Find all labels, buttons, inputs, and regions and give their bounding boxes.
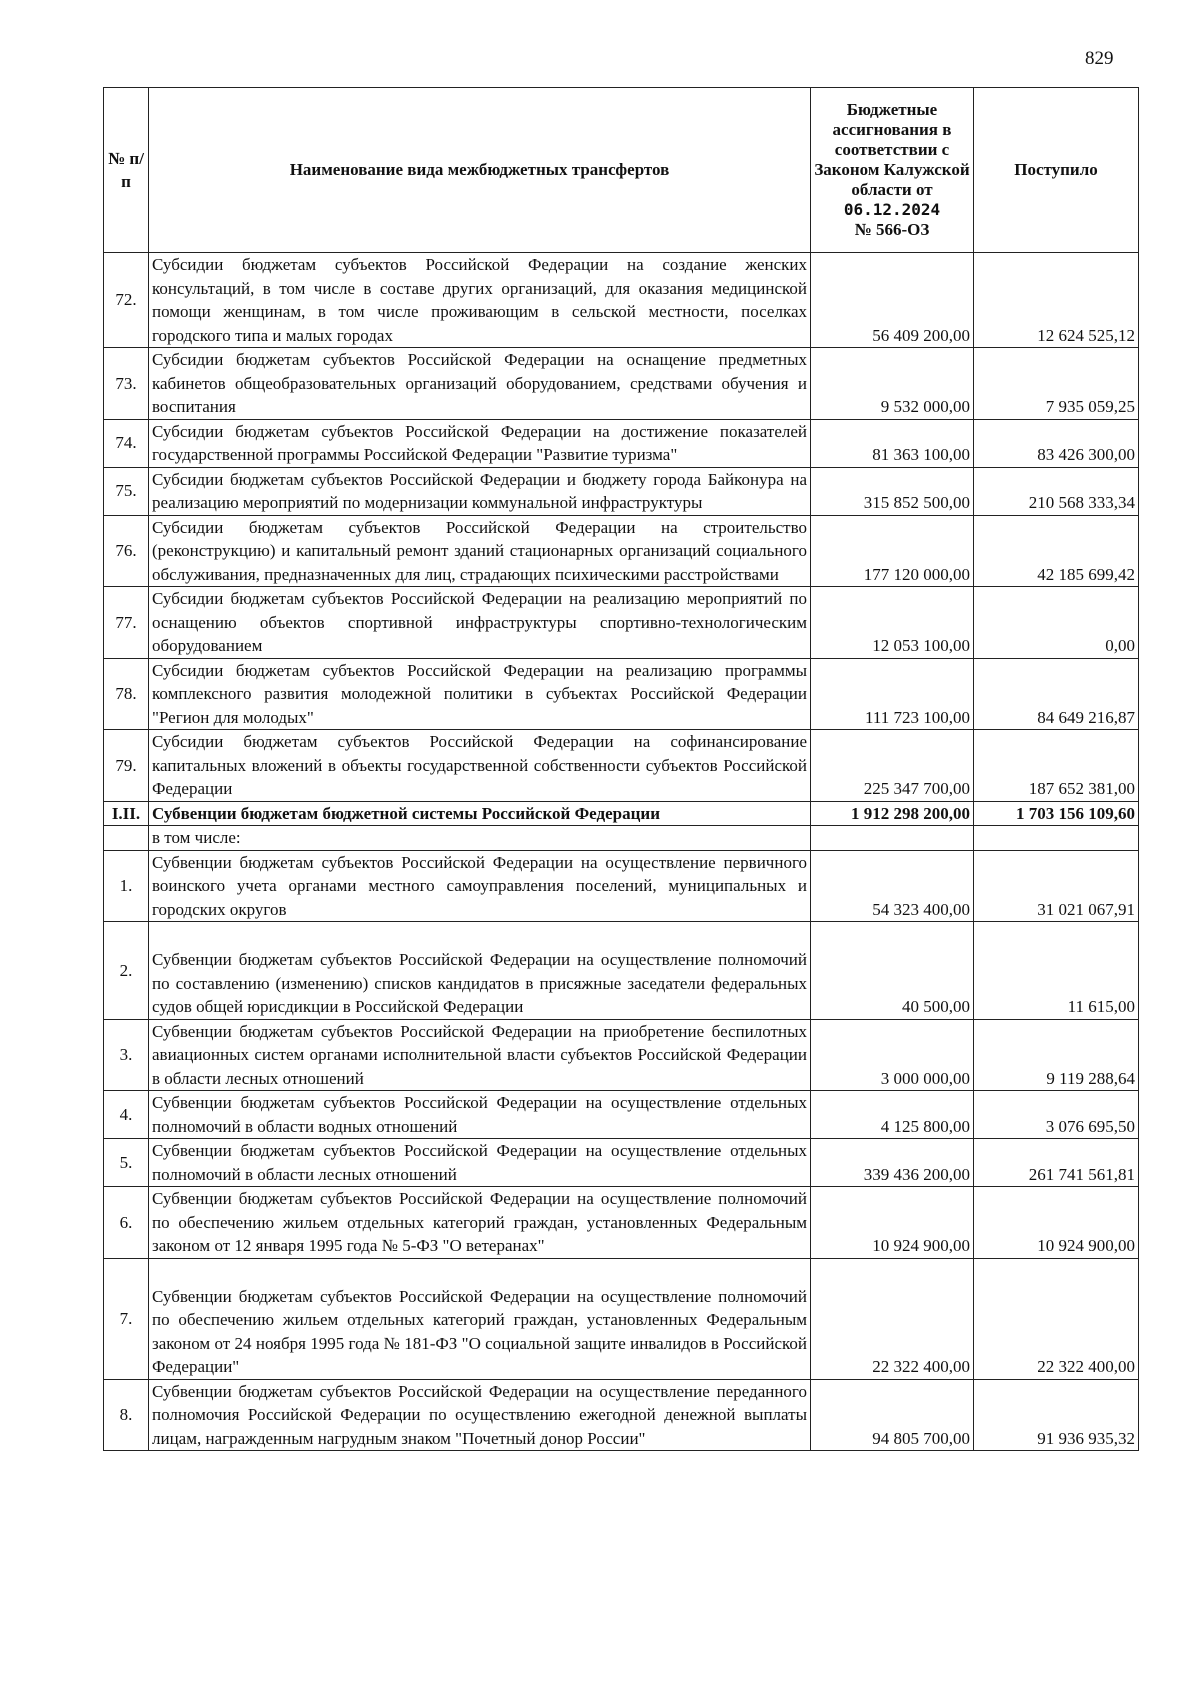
transfers-table: [103, 87, 1139, 1451]
row-assigned: 54 323 400,00: [811, 850, 974, 922]
table-row: [104, 658, 1139, 730]
row-number: 2.: [104, 922, 149, 1020]
row-name: Субсидии бюджетам субъектов Российской Федерации на софинансирование капитальных вложений в объекты государственной собственности субъектов Российской Федерации: [149, 730, 811, 802]
table-row: [104, 419, 1139, 467]
row-number: 73.: [104, 348, 149, 420]
row-number: 8.: [104, 1379, 149, 1451]
header-assigned: [811, 88, 974, 253]
row-assigned: 40 500,00: [811, 922, 974, 1020]
row-number: 72.: [104, 253, 149, 348]
row-number: 75.: [104, 467, 149, 515]
table-row: [104, 850, 1139, 922]
row-name: Субсидии бюджетам субъектов Российской Федерации на строительство (реконструкцию) и капитальный ремонт зданий стационарных организаций социального обслуживания, предназначенных для лиц, страдающих психическими расстройствами: [149, 515, 811, 587]
table-row: [104, 515, 1139, 587]
row-received: 91 936 935,32: [974, 1379, 1139, 1451]
table-row: [104, 1187, 1139, 1259]
page-number: 829: [1085, 48, 1114, 69]
table-row: [104, 467, 1139, 515]
row-received: 3 076 695,50: [974, 1091, 1139, 1139]
row-name: Субсидии бюджетам субъектов Российской Федерации на реализацию мероприятий по оснащению объектов спортивной инфраструктуры спортивно-технологическим оборудованием: [149, 587, 811, 659]
row-received: 7 935 059,25: [974, 348, 1139, 420]
table-row: [104, 253, 1139, 348]
row-assigned: [811, 826, 974, 851]
row-assigned: 4 125 800,00: [811, 1091, 974, 1139]
row-number: 76.: [104, 515, 149, 587]
row-received: 1 703 156 109,60: [974, 801, 1139, 826]
row-number: [104, 826, 149, 851]
row-number: 77.: [104, 587, 149, 659]
row-number: 6.: [104, 1187, 149, 1259]
table-row: [104, 587, 1139, 659]
row-assigned: 3 000 000,00: [811, 1019, 974, 1091]
row-assigned: 56 409 200,00: [811, 253, 974, 348]
row-received: 12 624 525,12: [974, 253, 1139, 348]
row-received: 10 924 900,00: [974, 1187, 1139, 1259]
header-assigned-date: 06.12.2024: [843, 200, 941, 219]
table-header-row: [104, 88, 1139, 253]
header-assigned-law: № 566-ОЗ: [854, 220, 930, 239]
row-assigned: 9 532 000,00: [811, 348, 974, 420]
row-assigned: 94 805 700,00: [811, 1379, 974, 1451]
row-name: Субсидии бюджетам субъектов Российской Федерации и бюджету города Байконура на реализацию мероприятий по модернизации коммунальной инфраструктуры: [149, 467, 811, 515]
row-number: I.II.: [104, 801, 149, 826]
header-name: Наименование вида межбюджетных трансфертов: [149, 88, 811, 253]
row-received: 11 615,00: [974, 922, 1139, 1020]
table-row: [104, 801, 1139, 826]
row-assigned: 1 912 298 200,00: [811, 801, 974, 826]
row-name: Субвенции бюджетам бюджетной системы Российской Федерации: [149, 801, 811, 826]
row-assigned: 339 436 200,00: [811, 1139, 974, 1187]
row-received: 84 649 216,87: [974, 658, 1139, 730]
row-received: [974, 826, 1139, 851]
row-number: 4.: [104, 1091, 149, 1139]
row-assigned: 22 322 400,00: [811, 1258, 974, 1379]
row-assigned: 315 852 500,00: [811, 467, 974, 515]
table-row: [104, 1258, 1139, 1379]
table-row: [104, 1019, 1139, 1091]
row-number: 74.: [104, 419, 149, 467]
row-name: Субвенции бюджетам субъектов Российской Федерации на осуществление переданного полномочия Российской Федерации по осуществлению ежегодной денежной выплаты лицам, награжденным нагрудным знаком "Почетный донор России": [149, 1379, 811, 1451]
table-row: [104, 922, 1139, 1020]
row-assigned: 10 924 900,00: [811, 1187, 974, 1259]
table-row: [104, 1091, 1139, 1139]
row-assigned: 81 363 100,00: [811, 419, 974, 467]
header-assigned-text: Бюджетные ассигнования в соответствии с Законом Калужской области от: [814, 100, 970, 199]
row-assigned: 177 120 000,00: [811, 515, 974, 587]
row-received: 22 322 400,00: [974, 1258, 1139, 1379]
table-row: [104, 1379, 1139, 1451]
row-received: 210 568 333,34: [974, 467, 1139, 515]
row-name: Субвенции бюджетам субъектов Российской Федерации на осуществление полномочий по обеспечению жильем отдельных категорий граждан, установленных Федеральным законом от 24 ноября 1995 года № 181-ФЗ "О социальной защите инвалидов в Российской Федерации": [149, 1258, 811, 1379]
table-row: [104, 1139, 1139, 1187]
row-received: 83 426 300,00: [974, 419, 1139, 467]
row-name: Субсидии бюджетам субъектов Российской Федерации на оснащение предметных кабинетов общеобразовательных организаций оборудованием, средствами обучения и воспитания: [149, 348, 811, 420]
row-number: 1.: [104, 850, 149, 922]
table-row: [104, 826, 1139, 851]
row-received: 42 185 699,42: [974, 515, 1139, 587]
row-number: 5.: [104, 1139, 149, 1187]
row-received: 261 741 561,81: [974, 1139, 1139, 1187]
row-received: 31 021 067,91: [974, 850, 1139, 922]
row-number: 7.: [104, 1258, 149, 1379]
row-name: Субвенции бюджетам субъектов Российской Федерации на приобретение беспилотных авиационных систем органами исполнительной власти субъектов Российской Федерации в области лесных отношений: [149, 1019, 811, 1091]
row-assigned: 12 053 100,00: [811, 587, 974, 659]
table-body: [104, 253, 1139, 1451]
row-name: Субвенции бюджетам субъектов Российской Федерации на осуществление первичного воинского учета органами местного самоуправления поселений, муниципальных и городских округов: [149, 850, 811, 922]
row-assigned: 111 723 100,00: [811, 658, 974, 730]
row-name: Субвенции бюджетам субъектов Российской Федерации на осуществление отдельных полномочий в области лесных отношений: [149, 1139, 811, 1187]
header-number: № п/п: [104, 88, 149, 253]
row-name: Субвенции бюджетам субъектов Российской Федерации на осуществление полномочий по обеспечению жильем отдельных категорий граждан, установленных Федеральным законом от 12 января 1995 года № 5-ФЗ "О ветеранах": [149, 1187, 811, 1259]
row-number: 3.: [104, 1019, 149, 1091]
table-row: [104, 348, 1139, 420]
row-received: 9 119 288,64: [974, 1019, 1139, 1091]
row-name: Субсидии бюджетам субъектов Российской Федерации на реализацию программы комплексного развития молодежной политики в субъектах Российской Федерации "Регион для молодых": [149, 658, 811, 730]
row-received: 187 652 381,00: [974, 730, 1139, 802]
header-received: Поступило: [974, 88, 1139, 253]
row-received: 0,00: [974, 587, 1139, 659]
row-number: 79.: [104, 730, 149, 802]
table-row: [104, 730, 1139, 802]
row-name: Субсидии бюджетам субъектов Российской Федерации на достижение показателей государственной программы Российской Федерации "Развитие туризма": [149, 419, 811, 467]
row-name: Субвенции бюджетам субъектов Российской Федерации на осуществление отдельных полномочий в области водных отношений: [149, 1091, 811, 1139]
row-assigned: 225 347 700,00: [811, 730, 974, 802]
row-name: Субсидии бюджетам субъектов Российской Федерации на создание женских консультаций, в том числе в составе других организаций, для оказания медицинской помощи женщинам, в том числе проживающим в сельской местности, поселках городского типа и малых городах: [149, 253, 811, 348]
row-number: 78.: [104, 658, 149, 730]
row-name: Субвенции бюджетам субъектов Российской Федерации на осуществление полномочий по составлению (изменению) списков кандидатов в присяжные заседатели федеральных судов общей юрисдикции в Российской Федерации: [149, 922, 811, 1020]
row-name: в том числе:: [149, 826, 811, 851]
